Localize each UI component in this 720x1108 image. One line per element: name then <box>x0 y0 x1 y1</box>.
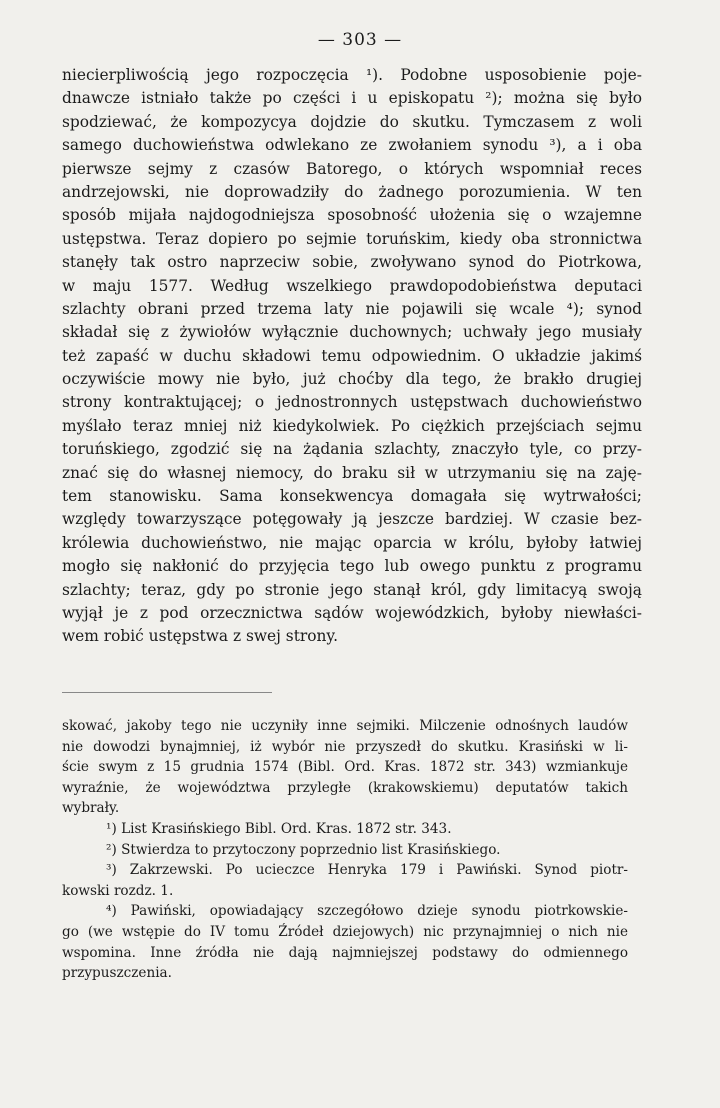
text-line: dnawcze istniało także po części i u episkopatu ²); można się było <box>62 89 642 108</box>
text-line: sposób mijała najdogodniejsza sposobność ułożenia się o wzajemne <box>62 206 642 225</box>
page-number: — 303 — <box>317 30 403 50</box>
text-line: szlachty obrani przed trzema laty nie pojawili się wcale ⁴); synod <box>62 299 642 318</box>
footnote-line <box>62 943 628 964</box>
text-line: też zapaść w duchu składowi temu odpowiednim. O układzie jakimś <box>62 346 642 365</box>
text-line: stanęły tak ostro naprzeciw sobie, zwoływano synod do Piotrkowa, <box>62 253 642 272</box>
text-line: znać się do własnej niemocy, do braku sił w utrzymaniu się na zaję- <box>62 463 642 482</box>
footnote-text: List Krasińskiego Bibl. Ord. Kras. 1872 str. 343. <box>121 820 452 837</box>
footnote-text: kowski rozdz. 1. <box>62 882 174 899</box>
footnote-continuation-line: skować, jakoby tego nie uczyniły inne sejmiki. Milczenie odnośnych laudów <box>62 718 628 734</box>
footnote-line <box>62 901 628 922</box>
footnote-line <box>62 819 628 840</box>
text-line: myślało teraz mniej niż kiedykolwiek. Po ciężkich przejściach sejmu <box>62 416 642 435</box>
text-line: wyjął je z pod orzecznictwa sądów wojewódzkich, byłoby niewłaści- <box>62 603 642 622</box>
text-line: wem robić ustępstwa z swej strony. <box>62 627 338 646</box>
text-line: samego duchowieństwa odwlekano ze zwołaniem synodu ³), a i oba <box>62 136 642 155</box>
text-line: niecierpliwością jego rozpoczęcia ¹). Podobne usposobienie poje- <box>62 66 642 84</box>
text-line: oczywiście mowy nie było, już choćby dla tego, że brakło drugiej <box>62 370 642 389</box>
footnotes <box>62 716 628 984</box>
text-line: składał się z żywiołów wyłącznie duchownych; uchwały jego musiały <box>62 323 642 342</box>
text-line: mogło się nakłonić do przyjęcia tego lub owego punktu z programu <box>62 557 642 576</box>
footnote-mark: ³) <box>106 862 130 879</box>
footnote-line <box>62 860 628 881</box>
text-line: tem stanowisku. Sama konsekwencya domagała się wytrwałości; <box>62 487 642 506</box>
text-line: ustępstwa. Teraz dopiero po sejmie toruńskim, kiedy oba stronnictwa <box>62 229 642 248</box>
text-line: andrzejowski, nie doprowadziły do żadnego porozumienia. W ten <box>62 182 642 201</box>
footnote-text: Stwierdza to przytoczony poprzednio list Krasińskiego. <box>121 841 501 858</box>
footnote-continuation-line: ście swym z 15 grudnia 1574 (Bibl. Ord. Kras. 1872 str. 343) wzmiankuje <box>62 759 628 776</box>
text-line: toruńskiego, zgodzić się na żądania szlachty, znaczyło tyle, co przy- <box>62 440 642 459</box>
main-text <box>62 64 642 649</box>
footnote-separator <box>62 692 272 693</box>
footnote-mark: ¹) <box>106 820 122 837</box>
text-line: strony kontraktującej; o jednostronnych ustępstwach duchowieństwo <box>62 393 642 412</box>
text-line: szlachty; teraz, gdy po stronie jego stanął król, gdy limitacyą swoją <box>62 580 642 599</box>
text-line: królewia duchowieństwo, nie mając oparcia w królu, byłoby łatwiej <box>62 533 642 552</box>
footnote-text: Pawiński, opowiadający szczegółowo dzieje synodu piotrkowskie- <box>130 903 628 920</box>
footnote-line <box>62 963 628 984</box>
footnote-mark: ⁴) <box>106 903 131 920</box>
footnote-line <box>62 840 628 861</box>
footnote-text: przypuszczenia. <box>62 965 172 982</box>
footnote-continuation-line: wybrały. <box>62 800 120 817</box>
text-line: spodziewać, że kompozycya dojdzie do skutku. Tymczasem z woli <box>62 112 642 131</box>
footnote-continuation-line: wyraźnie, że województwa przyległe (krakowskiemu) deputatów takich <box>62 779 628 796</box>
footnote-line <box>62 881 628 902</box>
footnote-text: Zakrzewski. Po ucieczce Henryka 179 i Pawiński. Synod piotr- <box>129 862 628 879</box>
text-line: w maju 1577. Według wszelkiego prawdopodobieństwa deputaci <box>62 276 642 295</box>
footnote-text: wspomina. Inne źródła nie dają najmniejszej podstawy do odmiennego <box>62 944 628 961</box>
footnote-mark: ²) <box>106 841 122 858</box>
footnote-text: go (we wstępie do IV tomu Źródeł dziejowych) nic przynajmniej o nich nie <box>62 923 628 940</box>
footnote-continuation-line: nie dowodzi bynajmniej, iż wybór nie przyszedł do skutku. Krasiński w li- <box>62 738 628 755</box>
text-line: względy towarzyszące potęgowały ją jeszcze bardziej. W czasie bez- <box>62 510 642 529</box>
text-line: pierwsze sejmy z czasów Batorego, o których wspomniał reces <box>62 159 642 178</box>
footnote-line <box>62 922 628 943</box>
